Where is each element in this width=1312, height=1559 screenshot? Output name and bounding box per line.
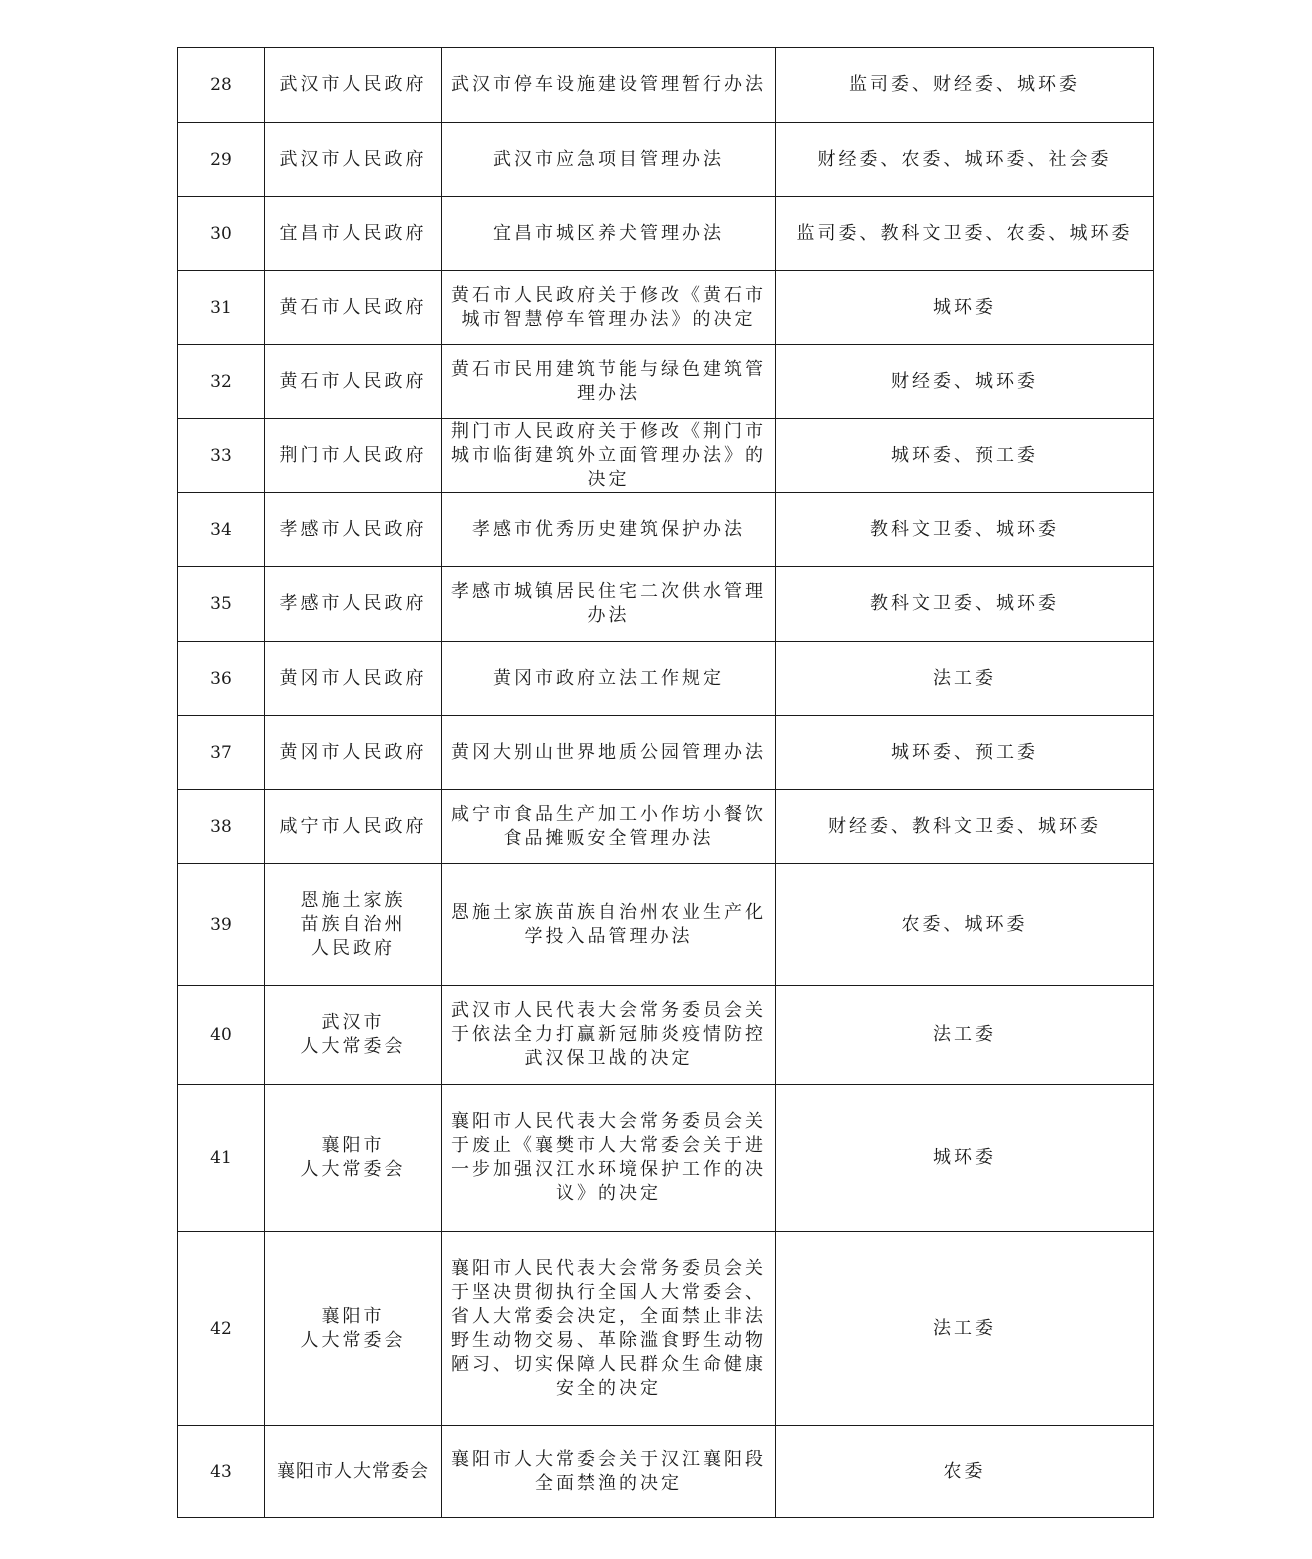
table-row [178,419,1154,493]
issuing-authority: 武汉市 人大常委会 [265,986,442,1085]
issuing-authority: 孝感市人民政府 [265,493,442,567]
regulation-title: 黄石市人民政府关于修改《黄石市城市智慧停车管理办法》的决定 [442,271,776,345]
regulation-title: 襄阳市人大常委会关于汉江襄阳段全面禁渔的决定 [442,1426,776,1518]
table-row [178,642,1154,716]
issuing-authority: 孝感市人民政府 [265,567,442,642]
issuing-authority: 襄阳市 人大常委会 [265,1085,442,1232]
row-number: 35 [178,567,265,642]
table-row [178,567,1154,642]
row-number: 33 [178,419,265,493]
table-row [178,986,1154,1085]
row-number: 42 [178,1232,265,1426]
table-row [178,123,1154,197]
review-committees: 教科文卫委、城环委 [776,493,1154,567]
review-committees: 监司委、教科文卫委、农委、城环委 [776,197,1154,271]
issuing-authority: 宜昌市人民政府 [265,197,442,271]
regulation-title: 武汉市停车设施建设管理暂行办法 [442,48,776,123]
regulation-title: 恩施土家族苗族自治州农业生产化学投入品管理办法 [442,864,776,986]
table-row [178,716,1154,790]
table-row [178,197,1154,271]
issuing-authority: 黄石市人民政府 [265,271,442,345]
regulation-title: 宜昌市城区养犬管理办法 [442,197,776,271]
issuing-authority: 襄阳市人大常委会 [265,1426,442,1518]
regulation-title: 襄阳市人民代表大会常务委员会关于废止《襄樊市人大常委会关于进一步加强汉江水环境保护工作的决议》的决定 [442,1085,776,1232]
issuing-authority: 荆门市人民政府 [265,419,442,493]
issuing-authority: 黄冈市人民政府 [265,642,442,716]
table-row [178,790,1154,864]
issuing-authority: 恩施土家族 苗族自治州 人民政府 [265,864,442,986]
issuing-authority: 黄石市人民政府 [265,345,442,419]
table-row [178,345,1154,419]
regulation-title: 武汉市人民代表大会常务委员会关于依法全力打赢新冠肺炎疫情防控武汉保卫战的决定 [442,986,776,1085]
table-row [178,1232,1154,1426]
issuing-authority: 武汉市人民政府 [265,123,442,197]
regulation-title: 孝感市优秀历史建筑保护办法 [442,493,776,567]
review-committees: 农委 [776,1426,1154,1518]
row-number: 40 [178,986,265,1085]
row-number: 34 [178,493,265,567]
row-number: 37 [178,716,265,790]
row-number: 43 [178,1426,265,1518]
review-committees: 监司委、财经委、城环委 [776,48,1154,123]
regulation-title: 武汉市应急项目管理办法 [442,123,776,197]
row-number: 30 [178,197,265,271]
regulation-title: 襄阳市人民代表大会常务委员会关于坚决贯彻执行全国人大常委会、省人大常委会决定，全面禁止非法野生动物交易、革除滥食野生动物陋习、切实保障人民群众生命健康安全的决定 [442,1232,776,1426]
issuing-authority: 咸宁市人民政府 [265,790,442,864]
row-number: 32 [178,345,265,419]
review-committees: 法工委 [776,642,1154,716]
row-number: 29 [178,123,265,197]
row-number: 38 [178,790,265,864]
review-committees: 财经委、农委、城环委、社会委 [776,123,1154,197]
row-number: 36 [178,642,265,716]
row-number: 31 [178,271,265,345]
table-row [178,48,1154,123]
review-committees: 教科文卫委、城环委 [776,567,1154,642]
regulations-table [177,47,1154,1518]
table-row [178,864,1154,986]
regulation-title: 黄冈大别山世界地质公园管理办法 [442,716,776,790]
regulation-title: 孝感市城镇居民住宅二次供水管理办法 [442,567,776,642]
issuing-authority: 黄冈市人民政府 [265,716,442,790]
review-committees: 城环委、预工委 [776,419,1154,493]
review-committees: 法工委 [776,1232,1154,1426]
review-committees: 法工委 [776,986,1154,1085]
table-row [178,271,1154,345]
review-committees: 城环委 [776,271,1154,345]
review-committees: 财经委、教科文卫委、城环委 [776,790,1154,864]
review-committees: 农委、城环委 [776,864,1154,986]
regulation-title: 黄石市民用建筑节能与绿色建筑管理办法 [442,345,776,419]
row-number: 41 [178,1085,265,1232]
review-committees: 财经委、城环委 [776,345,1154,419]
row-number: 28 [178,48,265,123]
row-number: 39 [178,864,265,986]
regulation-title: 黄冈市政府立法工作规定 [442,642,776,716]
review-committees: 城环委 [776,1085,1154,1232]
table-row [178,493,1154,567]
table-row [178,1426,1154,1518]
issuing-authority: 襄阳市 人大常委会 [265,1232,442,1426]
regulation-title: 咸宁市食品生产加工小作坊小餐饮食品摊贩安全管理办法 [442,790,776,864]
table-row [178,1085,1154,1232]
review-committees: 城环委、预工委 [776,716,1154,790]
regulation-title: 荆门市人民政府关于修改《荆门市城市临街建筑外立面管理办法》的决定 [442,419,776,493]
issuing-authority: 武汉市人民政府 [265,48,442,123]
